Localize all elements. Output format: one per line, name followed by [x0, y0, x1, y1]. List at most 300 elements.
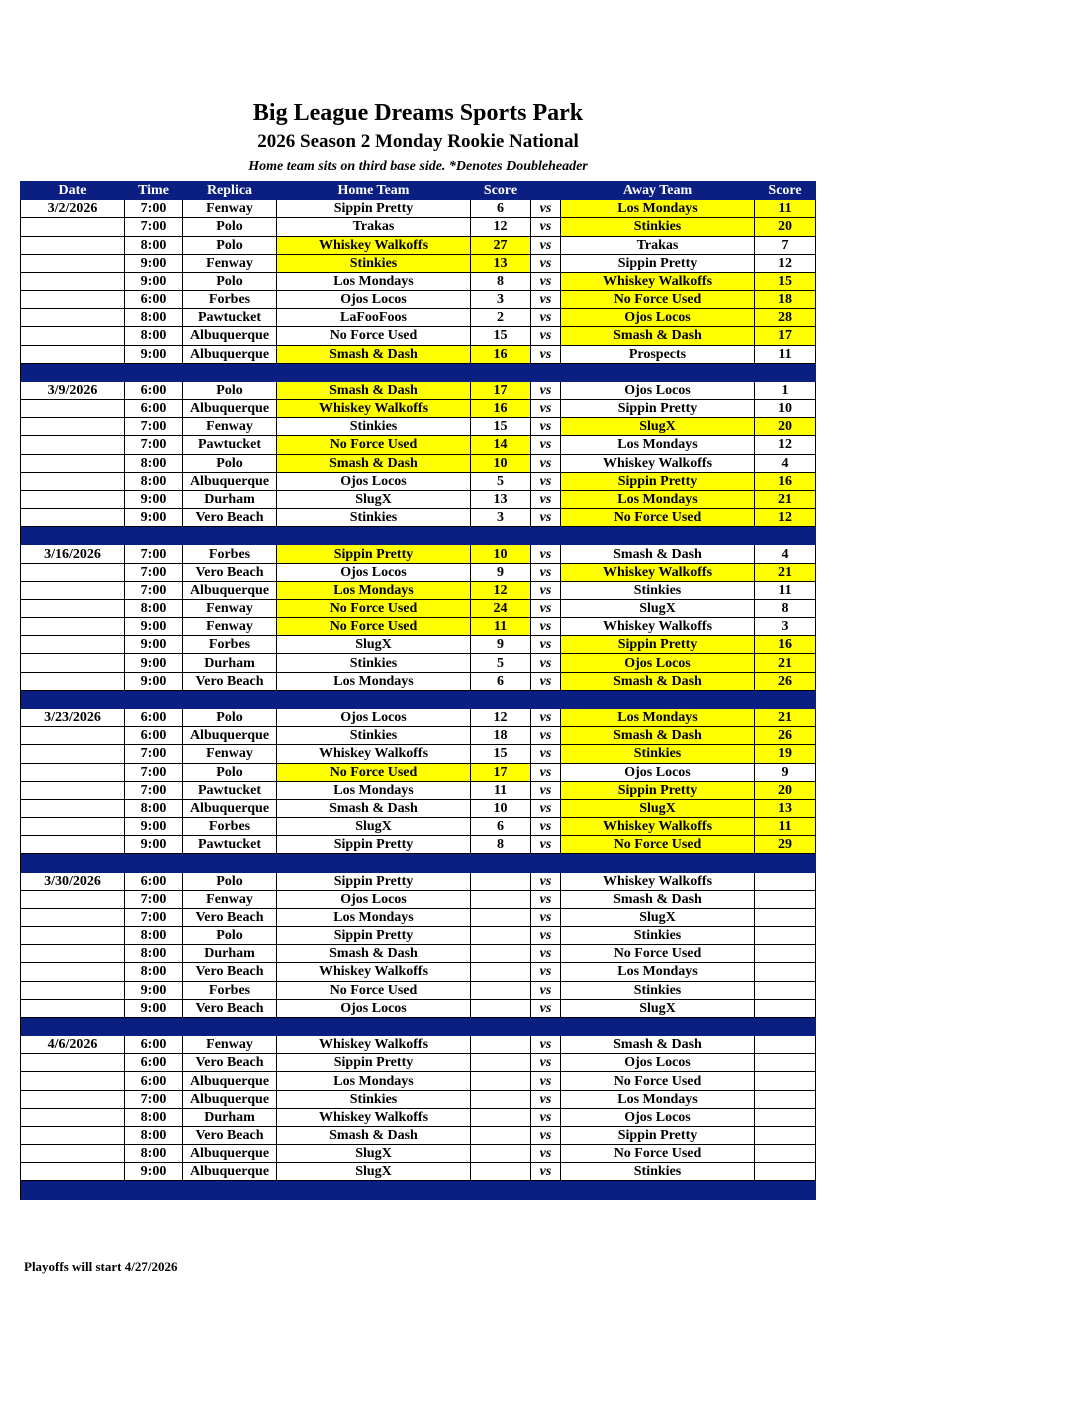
- home-team: Trakas: [277, 218, 471, 236]
- away-team: Sippin Pretty: [561, 254, 755, 272]
- table-row: [21, 963, 816, 981]
- game-time: 7:00: [125, 545, 183, 563]
- game-time: 6:00: [125, 708, 183, 726]
- home-team: Ojos Locos: [277, 890, 471, 908]
- home-score: 12: [471, 581, 531, 599]
- col-replica: Replica: [183, 182, 277, 200]
- game-replica: Albuquerque: [183, 1072, 277, 1090]
- vs-label: vs: [531, 672, 561, 690]
- separator-cell: [531, 690, 561, 708]
- separator-cell: [277, 1017, 471, 1035]
- date-cell: [21, 999, 125, 1017]
- table-row: [21, 890, 816, 908]
- date-cell: [21, 1145, 125, 1163]
- home-score: 15: [471, 745, 531, 763]
- date-cell: [21, 436, 125, 454]
- away-team: No Force Used: [561, 836, 755, 854]
- table-row: [21, 200, 816, 218]
- home-team: Los Mondays: [277, 1072, 471, 1090]
- home-team: Smash & Dash: [277, 799, 471, 817]
- table-row: [21, 1036, 816, 1054]
- date-cell: [21, 1126, 125, 1144]
- away-score: 11: [755, 581, 816, 599]
- away-team: Ojos Locos: [561, 381, 755, 399]
- separator-cell: [277, 690, 471, 708]
- date-cell: [21, 618, 125, 636]
- game-time: 8:00: [125, 963, 183, 981]
- away-team: Prospects: [561, 345, 755, 363]
- separator-cell: [21, 1017, 125, 1035]
- vs-label: vs: [531, 381, 561, 399]
- week-date: 3/16/2026: [21, 545, 125, 563]
- week-separator: [21, 1017, 816, 1035]
- game-time: 9:00: [125, 981, 183, 999]
- away-score: [755, 908, 816, 926]
- date-cell: [21, 908, 125, 926]
- date-cell: [21, 490, 125, 508]
- away-score: 13: [755, 799, 816, 817]
- game-time: 6:00: [125, 400, 183, 418]
- home-team: Ojos Locos: [277, 708, 471, 726]
- vs-label: vs: [531, 236, 561, 254]
- separator-cell: [561, 363, 755, 381]
- date-cell: [21, 945, 125, 963]
- home-score: 9: [471, 563, 531, 581]
- away-score: [755, 1090, 816, 1108]
- home-score: 13: [471, 490, 531, 508]
- away-score: 7: [755, 236, 816, 254]
- home-team: Smash & Dash: [277, 454, 471, 472]
- game-replica: Polo: [183, 218, 277, 236]
- vs-label: vs: [531, 490, 561, 508]
- table-row: [21, 999, 816, 1017]
- vs-label: vs: [531, 291, 561, 309]
- game-time: 6:00: [125, 291, 183, 309]
- date-cell: [21, 309, 125, 327]
- game-replica: Vero Beach: [183, 509, 277, 527]
- separator-cell: [561, 1181, 755, 1199]
- game-replica: Polo: [183, 381, 277, 399]
- vs-label: vs: [531, 218, 561, 236]
- col-home-team: Home Team: [277, 182, 471, 200]
- vs-label: vs: [531, 999, 561, 1017]
- home-score: 11: [471, 618, 531, 636]
- vs-label: vs: [531, 708, 561, 726]
- vs-label: vs: [531, 981, 561, 999]
- table-row: [21, 454, 816, 472]
- game-time: 7:00: [125, 781, 183, 799]
- away-team: Smash & Dash: [561, 1036, 755, 1054]
- table-row: [21, 291, 816, 309]
- separator-cell: [755, 363, 816, 381]
- game-replica: Albuquerque: [183, 472, 277, 490]
- away-score: [755, 1054, 816, 1072]
- game-time: 9:00: [125, 272, 183, 290]
- date-cell: [21, 836, 125, 854]
- away-team: No Force Used: [561, 1145, 755, 1163]
- week-date: 3/23/2026: [21, 708, 125, 726]
- home-team: Ojos Locos: [277, 999, 471, 1017]
- home-score: 11: [471, 781, 531, 799]
- table-row: [21, 1090, 816, 1108]
- page-subtitle: 2026 Season 2 Monday Rookie National: [257, 131, 579, 152]
- separator-cell: [125, 1017, 183, 1035]
- game-time: 7:00: [125, 418, 183, 436]
- away-team: Smash & Dash: [561, 672, 755, 690]
- home-team: Sippin Pretty: [277, 545, 471, 563]
- separator-cell: [277, 363, 471, 381]
- date-cell: [21, 400, 125, 418]
- home-score: 12: [471, 218, 531, 236]
- home-score: [471, 890, 531, 908]
- vs-label: vs: [531, 309, 561, 327]
- table-row: [21, 345, 816, 363]
- date-cell: [21, 509, 125, 527]
- home-team: Sippin Pretty: [277, 927, 471, 945]
- away-score: [755, 999, 816, 1017]
- game-time: 9:00: [125, 509, 183, 527]
- col-time: Time: [125, 182, 183, 200]
- game-replica: Durham: [183, 490, 277, 508]
- separator-cell: [277, 527, 471, 545]
- vs-label: vs: [531, 418, 561, 436]
- home-team: Whiskey Walkoffs: [277, 1036, 471, 1054]
- away-score: 19: [755, 745, 816, 763]
- game-replica: Polo: [183, 454, 277, 472]
- home-team: No Force Used: [277, 599, 471, 617]
- separator-cell: [277, 854, 471, 872]
- home-score: 13: [471, 254, 531, 272]
- away-team: Sippin Pretty: [561, 781, 755, 799]
- away-team: Whiskey Walkoffs: [561, 872, 755, 890]
- table-row: [21, 836, 816, 854]
- home-team: Whiskey Walkoffs: [277, 236, 471, 254]
- game-time: 6:00: [125, 1072, 183, 1090]
- separator-cell: [471, 527, 531, 545]
- away-score: 29: [755, 836, 816, 854]
- home-team: Los Mondays: [277, 581, 471, 599]
- game-time: 8:00: [125, 799, 183, 817]
- table-row: [21, 436, 816, 454]
- game-replica: Fenway: [183, 200, 277, 218]
- away-team: Los Mondays: [561, 708, 755, 726]
- vs-label: vs: [531, 599, 561, 617]
- vs-label: vs: [531, 799, 561, 817]
- home-team: LaFooFoos: [277, 309, 471, 327]
- date-cell: [21, 418, 125, 436]
- game-replica: Albuquerque: [183, 345, 277, 363]
- game-time: 7:00: [125, 218, 183, 236]
- table-row: [21, 799, 816, 817]
- home-team: Los Mondays: [277, 908, 471, 926]
- away-team: Whiskey Walkoffs: [561, 454, 755, 472]
- away-team: Los Mondays: [561, 490, 755, 508]
- separator-cell: [183, 690, 277, 708]
- home-team: Ojos Locos: [277, 291, 471, 309]
- home-score: [471, 927, 531, 945]
- vs-label: vs: [531, 963, 561, 981]
- home-team: SlugX: [277, 490, 471, 508]
- page-title: Big League Dreams Sports Park: [252, 100, 584, 126]
- home-score: 15: [471, 327, 531, 345]
- away-score: 28: [755, 309, 816, 327]
- game-replica: Polo: [183, 763, 277, 781]
- away-team: Los Mondays: [561, 200, 755, 218]
- separator-cell: [531, 1017, 561, 1035]
- separator-cell: [21, 527, 125, 545]
- date-cell: [21, 1163, 125, 1181]
- game-replica: Forbes: [183, 291, 277, 309]
- game-time: 6:00: [125, 872, 183, 890]
- table-row: [21, 672, 816, 690]
- vs-label: vs: [531, 454, 561, 472]
- vs-label: vs: [531, 781, 561, 799]
- away-score: 12: [755, 436, 816, 454]
- separator-cell: [125, 854, 183, 872]
- away-team: Sippin Pretty: [561, 400, 755, 418]
- home-team: No Force Used: [277, 763, 471, 781]
- game-time: 6:00: [125, 1054, 183, 1072]
- separator-cell: [755, 1181, 816, 1199]
- game-replica: Fenway: [183, 618, 277, 636]
- col-away-score: Score: [755, 182, 816, 200]
- home-score: 10: [471, 454, 531, 472]
- away-team: Smash & Dash: [561, 890, 755, 908]
- game-time: 9:00: [125, 490, 183, 508]
- home-team: SlugX: [277, 818, 471, 836]
- home-score: 17: [471, 763, 531, 781]
- home-score: [471, 1090, 531, 1108]
- away-team: Smash & Dash: [561, 327, 755, 345]
- away-score: 12: [755, 254, 816, 272]
- table-row: [21, 618, 816, 636]
- home-score: [471, 1108, 531, 1126]
- away-score: [755, 945, 816, 963]
- table-row: [21, 309, 816, 327]
- vs-label: vs: [531, 636, 561, 654]
- home-score: 8: [471, 272, 531, 290]
- table-row: [21, 381, 816, 399]
- vs-label: vs: [531, 727, 561, 745]
- home-team: No Force Used: [277, 981, 471, 999]
- date-cell: [21, 799, 125, 817]
- table-row: [21, 1163, 816, 1181]
- home-score: [471, 1054, 531, 1072]
- home-team: Stinkies: [277, 254, 471, 272]
- date-cell: [21, 636, 125, 654]
- game-replica: Albuquerque: [183, 799, 277, 817]
- away-score: 21: [755, 654, 816, 672]
- away-score: 26: [755, 727, 816, 745]
- separator-cell: [183, 527, 277, 545]
- date-cell: [21, 272, 125, 290]
- away-team: Los Mondays: [561, 1090, 755, 1108]
- away-score: [755, 1145, 816, 1163]
- away-score: 20: [755, 218, 816, 236]
- table-row: [21, 1145, 816, 1163]
- table-row: [21, 818, 816, 836]
- game-replica: Polo: [183, 927, 277, 945]
- away-team: Whiskey Walkoffs: [561, 818, 755, 836]
- separator-cell: [561, 854, 755, 872]
- playoffs-note: Playoffs will start 4/27/2026: [24, 1259, 178, 1274]
- away-score: 11: [755, 345, 816, 363]
- away-score: 4: [755, 545, 816, 563]
- vs-label: vs: [531, 327, 561, 345]
- separator-cell: [21, 854, 125, 872]
- game-time: 7:00: [125, 745, 183, 763]
- game-replica: Fenway: [183, 745, 277, 763]
- game-replica: Durham: [183, 945, 277, 963]
- game-time: 8:00: [125, 1108, 183, 1126]
- vs-label: vs: [531, 836, 561, 854]
- game-time: 9:00: [125, 818, 183, 836]
- date-cell: [21, 654, 125, 672]
- away-team: Ojos Locos: [561, 1054, 755, 1072]
- game-replica: Fenway: [183, 890, 277, 908]
- table-row: [21, 1108, 816, 1126]
- home-score: [471, 1145, 531, 1163]
- home-score: 8: [471, 836, 531, 854]
- table-row: [21, 327, 816, 345]
- vs-label: vs: [531, 1090, 561, 1108]
- home-score: [471, 981, 531, 999]
- col-home-score: Score: [471, 182, 531, 200]
- away-team: Ojos Locos: [561, 309, 755, 327]
- home-team: Whiskey Walkoffs: [277, 963, 471, 981]
- away-score: 17: [755, 327, 816, 345]
- away-team: No Force Used: [561, 1072, 755, 1090]
- schedule-body: [21, 200, 816, 1199]
- game-time: 9:00: [125, 636, 183, 654]
- away-score: [755, 1036, 816, 1054]
- home-team: Sippin Pretty: [277, 836, 471, 854]
- separator-cell: [561, 527, 755, 545]
- away-team: Ojos Locos: [561, 1108, 755, 1126]
- table-row: [21, 908, 816, 926]
- home-team: Whiskey Walkoffs: [277, 1108, 471, 1126]
- vs-label: vs: [531, 908, 561, 926]
- date-cell: [21, 599, 125, 617]
- separator-cell: [561, 690, 755, 708]
- game-time: 9:00: [125, 618, 183, 636]
- date-cell: [21, 672, 125, 690]
- home-score: [471, 945, 531, 963]
- table-row: [21, 272, 816, 290]
- game-replica: Polo: [183, 708, 277, 726]
- home-team: Sippin Pretty: [277, 1054, 471, 1072]
- vs-label: vs: [531, 272, 561, 290]
- game-time: 9:00: [125, 345, 183, 363]
- home-team: No Force Used: [277, 618, 471, 636]
- table-row: [21, 599, 816, 617]
- date-cell: [21, 927, 125, 945]
- separator-cell: [755, 527, 816, 545]
- home-team: Smash & Dash: [277, 381, 471, 399]
- game-replica: Polo: [183, 236, 277, 254]
- game-time: 9:00: [125, 999, 183, 1017]
- home-team: Whiskey Walkoffs: [277, 400, 471, 418]
- game-time: 9:00: [125, 1163, 183, 1181]
- home-score: 3: [471, 509, 531, 527]
- home-score: 16: [471, 345, 531, 363]
- home-score: 6: [471, 672, 531, 690]
- away-score: 12: [755, 509, 816, 527]
- vs-label: vs: [531, 472, 561, 490]
- date-cell: [21, 745, 125, 763]
- home-score: 24: [471, 599, 531, 617]
- date-cell: [21, 818, 125, 836]
- game-time: 7:00: [125, 1090, 183, 1108]
- separator-cell: [125, 1181, 183, 1199]
- home-team: Stinkies: [277, 418, 471, 436]
- vs-label: vs: [531, 345, 561, 363]
- date-cell: [21, 963, 125, 981]
- away-team: Ojos Locos: [561, 654, 755, 672]
- separator-cell: [471, 690, 531, 708]
- away-score: [755, 981, 816, 999]
- week-separator: [21, 1181, 816, 1199]
- vs-label: vs: [531, 400, 561, 418]
- separator-cell: [471, 1181, 531, 1199]
- separator-cell: [531, 363, 561, 381]
- separator-cell: [183, 1181, 277, 1199]
- game-time: 8:00: [125, 599, 183, 617]
- home-score: 5: [471, 472, 531, 490]
- home-team: Stinkies: [277, 1090, 471, 1108]
- vs-label: vs: [531, 436, 561, 454]
- away-team: Sippin Pretty: [561, 636, 755, 654]
- vs-label: vs: [531, 945, 561, 963]
- table-row: [21, 418, 816, 436]
- game-replica: Albuquerque: [183, 727, 277, 745]
- game-time: 7:00: [125, 890, 183, 908]
- game-replica: Fenway: [183, 418, 277, 436]
- home-team: Los Mondays: [277, 272, 471, 290]
- date-cell: [21, 727, 125, 745]
- game-time: 8:00: [125, 236, 183, 254]
- away-score: 16: [755, 636, 816, 654]
- away-team: Stinkies: [561, 981, 755, 999]
- separator-cell: [471, 1017, 531, 1035]
- away-team: SlugX: [561, 418, 755, 436]
- away-score: [755, 1108, 816, 1126]
- home-team: Smash & Dash: [277, 345, 471, 363]
- game-replica: Polo: [183, 272, 277, 290]
- separator-cell: [471, 363, 531, 381]
- game-replica: Vero Beach: [183, 1054, 277, 1072]
- date-cell: [21, 1072, 125, 1090]
- table-row: [21, 236, 816, 254]
- table-row: [21, 1072, 816, 1090]
- separator-cell: [125, 527, 183, 545]
- game-replica: Albuquerque: [183, 1090, 277, 1108]
- table-row: [21, 472, 816, 490]
- week-date: 3/2/2026: [21, 200, 125, 218]
- game-replica: Vero Beach: [183, 1126, 277, 1144]
- home-team: Sippin Pretty: [277, 872, 471, 890]
- date-cell: [21, 454, 125, 472]
- separator-cell: [21, 1181, 125, 1199]
- game-time: 7:00: [125, 581, 183, 599]
- date-cell: [21, 781, 125, 799]
- home-score: [471, 908, 531, 926]
- table-row: [21, 636, 816, 654]
- away-score: [755, 890, 816, 908]
- home-score: 12: [471, 708, 531, 726]
- date-cell: [21, 1108, 125, 1126]
- game-replica: Forbes: [183, 545, 277, 563]
